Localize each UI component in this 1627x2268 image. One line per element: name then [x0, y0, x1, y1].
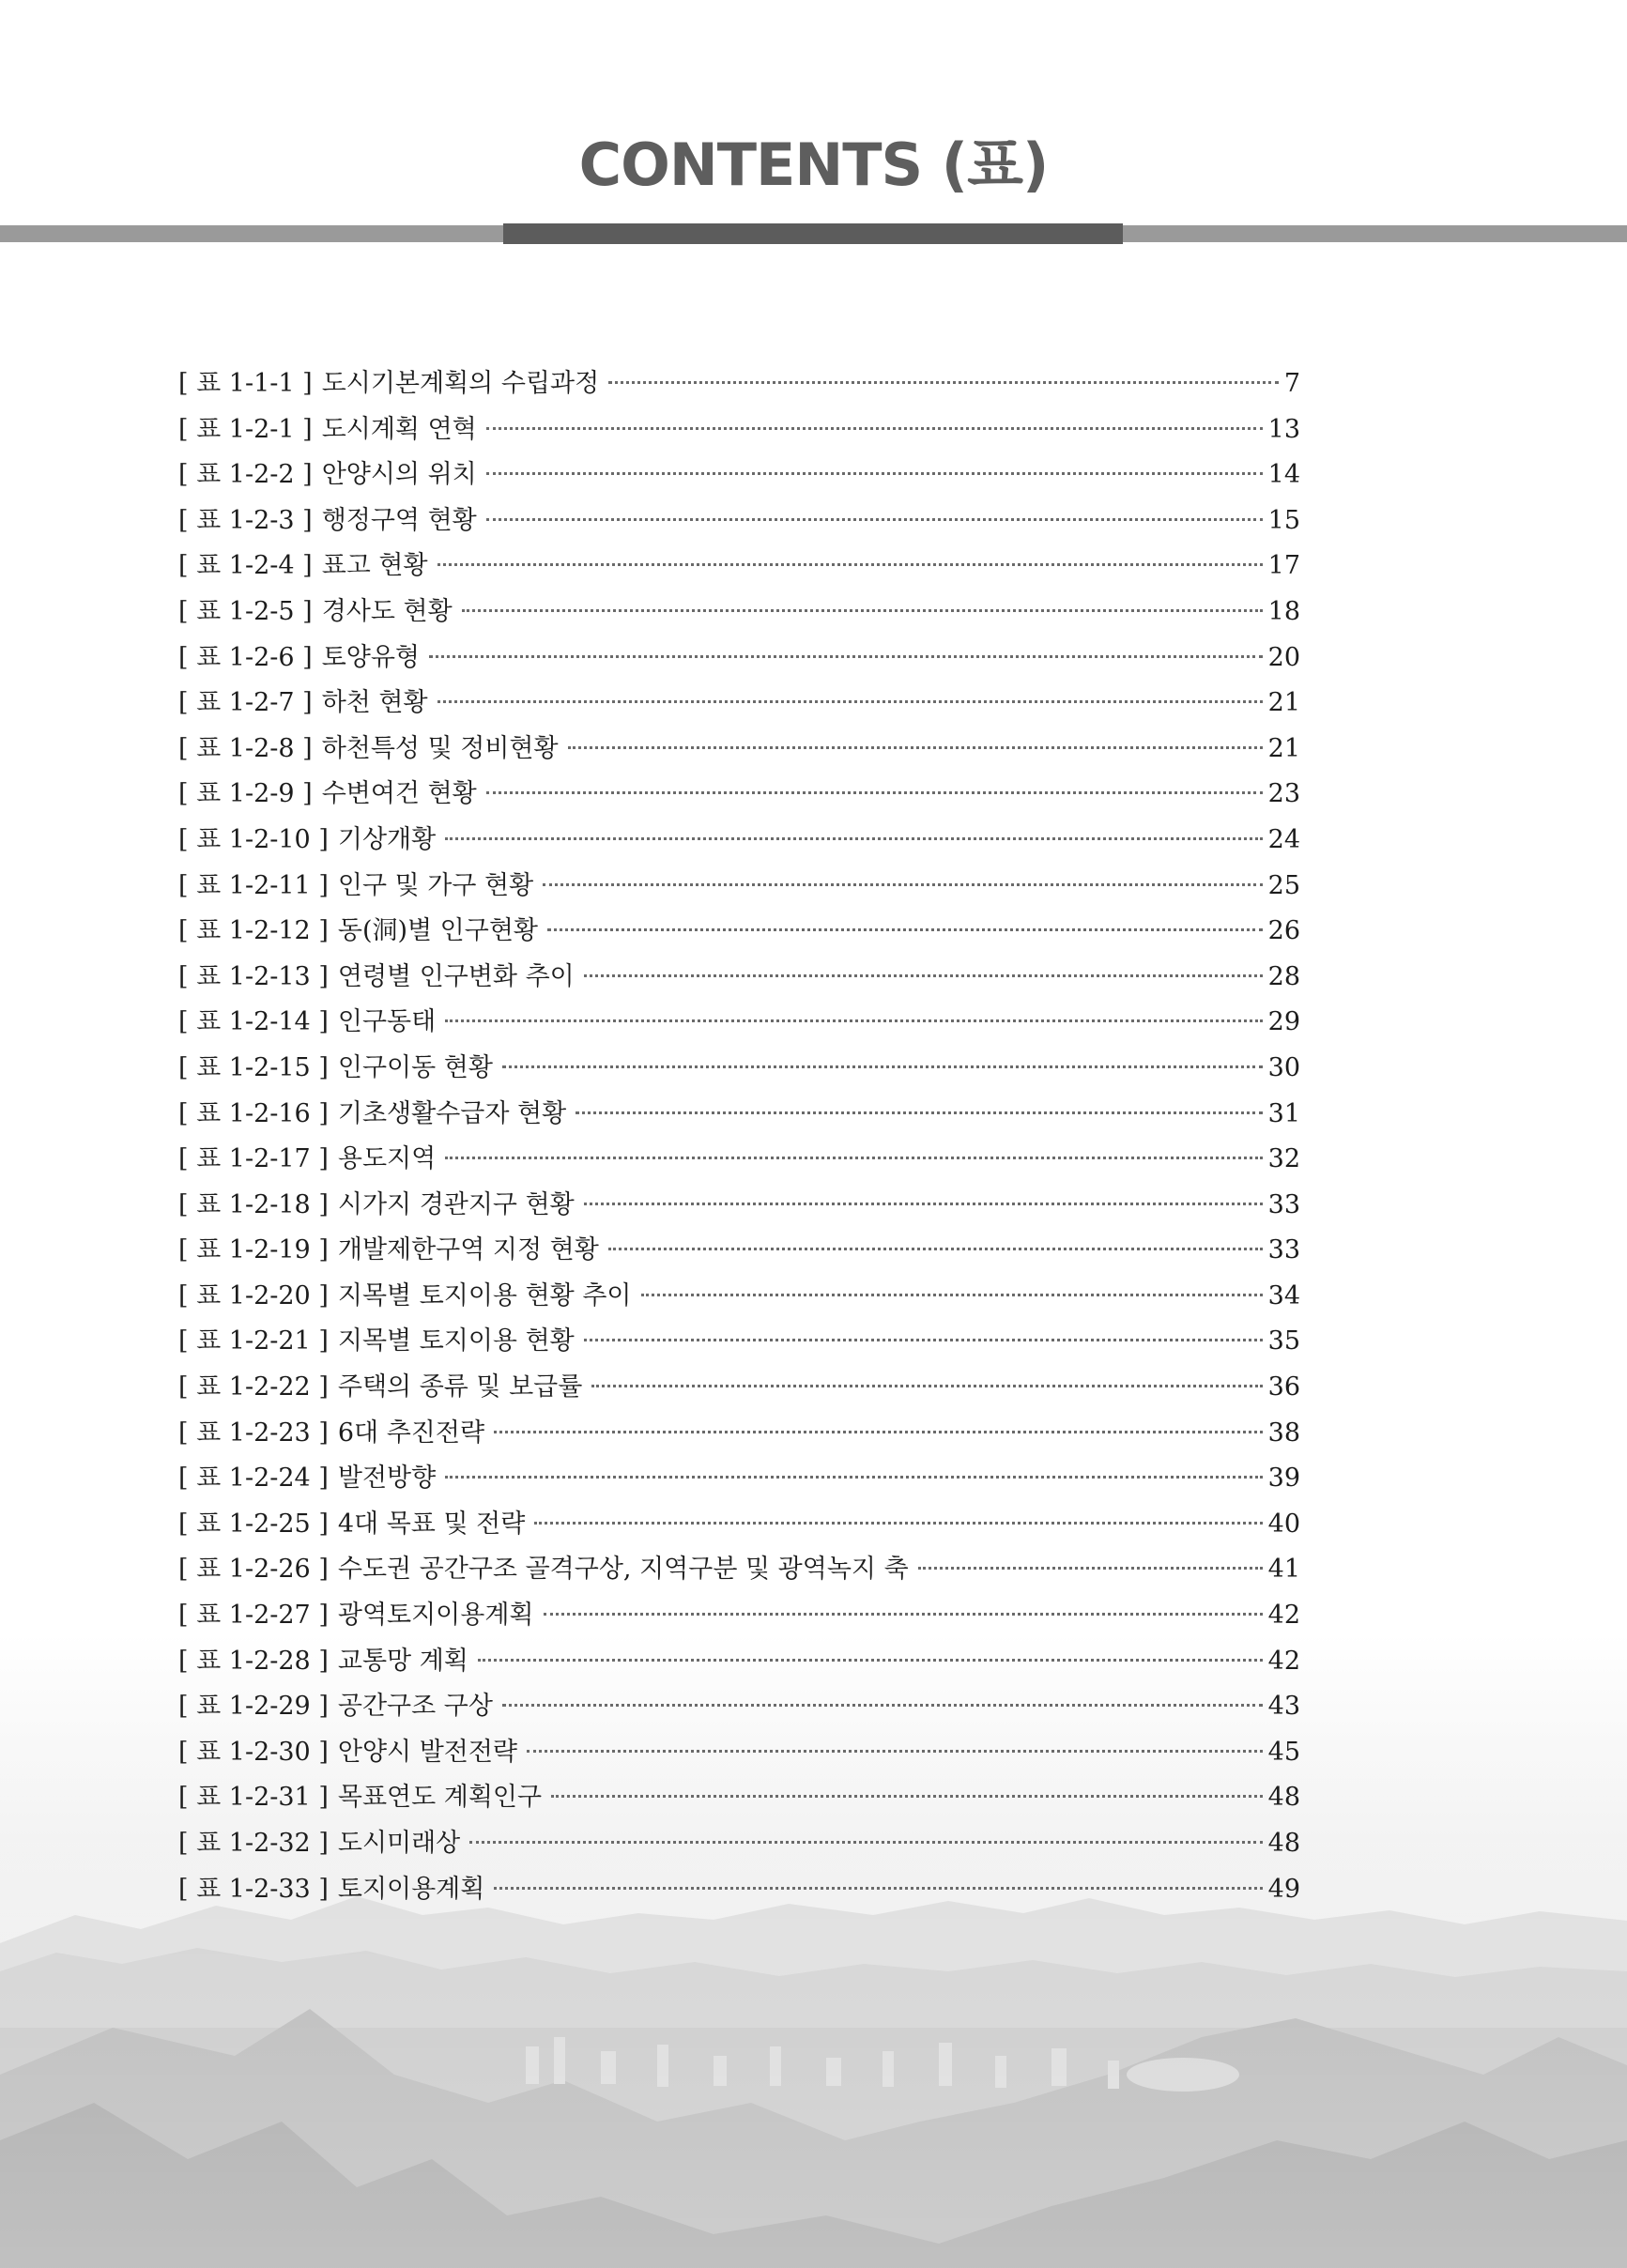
toc-entry-page: 14: [1267, 460, 1300, 490]
toc-entry[interactable]: [178, 1092, 1300, 1138]
dot-leader: [445, 1019, 1262, 1022]
toc-entry[interactable]: [178, 1319, 1300, 1365]
dot-leader: [544, 1613, 1263, 1616]
toc-entry-title: 동(洞)별 인구현황: [337, 916, 539, 946]
toc-entry-label: [ 표 1-2-21 ]: [178, 1326, 329, 1356]
dot-leader: [502, 1704, 1263, 1707]
toc-entry-title: 시가지 경관지구 현황: [337, 1189, 575, 1219]
toc-entry[interactable]: [178, 1137, 1300, 1183]
toc-entry-title: 지목별 토지이용 현황 추이: [337, 1280, 632, 1310]
toc-entry-label: [ 표 1-2-16 ]: [178, 1098, 329, 1128]
dot-leader: [547, 928, 1263, 931]
toc-entry-label: [ 표 1-2-6 ]: [178, 642, 313, 672]
toc-entry[interactable]: [178, 1000, 1300, 1046]
toc-entry-label: [ 표 1-2-20 ]: [178, 1280, 329, 1310]
header-band-dark: [503, 223, 1123, 244]
toc-entry-title: 행정구역 현황: [321, 505, 477, 535]
dot-leader: [918, 1567, 1263, 1570]
toc-entry-page: 49: [1267, 1874, 1300, 1904]
dot-leader: [591, 1385, 1262, 1387]
toc-entry-label: [ 표 1-2-11 ]: [178, 870, 329, 900]
toc-entry-label: [ 표 1-2-32 ]: [178, 1829, 329, 1858]
toc-entry-page: 15: [1267, 505, 1300, 535]
toc-entry-title: 주택의 종류 및 보급률: [337, 1372, 583, 1402]
toc-entry-label: [ 표 1-2-5 ]: [178, 596, 313, 626]
dot-leader: [445, 1157, 1262, 1159]
toc-entry-title: 광역토지이용계획: [337, 1601, 534, 1631]
toc-entry-title: 인구이동 현황: [337, 1052, 493, 1082]
toc-entry[interactable]: [178, 1775, 1300, 1821]
dot-leader: [486, 427, 1263, 430]
dot-leader: [608, 1248, 1263, 1250]
toc-entry[interactable]: [178, 361, 1300, 407]
page-title: CONTENTS (표): [578, 130, 1049, 199]
toc-entry-page: 45: [1267, 1737, 1300, 1767]
toc-entry-title: 기상개황: [337, 824, 437, 854]
dot-leader: [478, 1659, 1263, 1662]
toc-entry-page: 31: [1267, 1098, 1300, 1128]
toc-entry-title: 도시미래상: [337, 1829, 461, 1858]
toc-entry-label: [ 표 1-2-29 ]: [178, 1692, 329, 1722]
toc-entry-page: 29: [1267, 1007, 1300, 1037]
toc-entry[interactable]: [178, 407, 1300, 453]
toc-entry-label: [ 표 1-2-15 ]: [178, 1052, 329, 1082]
toc-entry-title: 안양시의 위치: [321, 460, 477, 490]
toc-entry-page: 34: [1267, 1280, 1300, 1310]
toc-entry-label: [ 표 1-2-19 ]: [178, 1235, 329, 1265]
table-of-contents-list: [178, 361, 1300, 1912]
toc-entry-title: 수변여건 현황: [321, 779, 477, 809]
toc-entry-title: 도시기본계획의 수립과정: [321, 369, 600, 398]
dot-leader: [437, 700, 1263, 703]
toc-entry[interactable]: [178, 1821, 1300, 1867]
toc-entry-title: 기초생활수급자 현황: [337, 1098, 567, 1128]
toc-entry[interactable]: [178, 1867, 1300, 1913]
toc-entry[interactable]: [178, 1183, 1300, 1229]
dot-leader: [608, 381, 1279, 384]
toc-entry-page: 35: [1267, 1326, 1300, 1356]
toc-entry-title: 경사도 현황: [321, 596, 453, 626]
toc-entry-label: [ 표 1-2-9 ]: [178, 779, 313, 809]
toc-entry-label: [ 표 1-2-3 ]: [178, 505, 313, 535]
dot-leader: [494, 1431, 1263, 1433]
toc-entry[interactable]: [178, 909, 1300, 955]
dot-leader: [445, 1476, 1262, 1479]
toc-entry[interactable]: [178, 590, 1300, 636]
toc-entry-label: [ 표 1-2-18 ]: [178, 1189, 329, 1219]
dot-leader: [534, 1522, 1262, 1525]
toc-entry-title: 토지이용계획: [337, 1874, 485, 1904]
toc-entry-label: [ 표 1-1-1 ]: [178, 369, 313, 398]
toc-entry-label: [ 표 1-2-33 ]: [178, 1874, 329, 1904]
toc-entry[interactable]: [178, 1502, 1300, 1548]
toc-entry-page: 33: [1267, 1235, 1300, 1265]
toc-entry-title: 표고 현황: [321, 551, 428, 581]
toc-entry-label: [ 표 1-2-24 ]: [178, 1463, 329, 1494]
toc-entry-page: 13: [1267, 414, 1300, 444]
dot-leader: [469, 1841, 1262, 1844]
toc-entry-page: 28: [1267, 961, 1300, 991]
toc-entry-title: 공간구조 구상: [337, 1692, 493, 1722]
toc-entry-label: [ 표 1-2-4 ]: [178, 551, 313, 581]
toc-entry[interactable]: [178, 727, 1300, 773]
toc-entry-page: 38: [1267, 1418, 1300, 1448]
toc-entry[interactable]: [178, 498, 1300, 544]
dot-leader: [527, 1750, 1263, 1753]
toc-entry-page: 24: [1267, 824, 1300, 854]
toc-entry-title: 인구 및 가구 현황: [337, 870, 534, 900]
toc-entry-page: 21: [1267, 733, 1300, 763]
toc-entry-label: [ 표 1-2-31 ]: [178, 1783, 329, 1813]
toc-entry-title: 수도권 공간구조 골격구상, 지역구분 및 광역녹지 축: [337, 1555, 909, 1585]
toc-entry[interactable]: [178, 636, 1300, 682]
toc-entry-title: 토양유형: [321, 642, 421, 672]
toc-entry-title: 교통망 계획: [337, 1646, 468, 1676]
toc-entry-label: [ 표 1-2-1 ]: [178, 414, 313, 444]
dot-leader: [486, 518, 1263, 521]
toc-entry[interactable]: [178, 1411, 1300, 1457]
dot-leader: [568, 746, 1263, 749]
dot-leader: [437, 563, 1263, 566]
toc-entry[interactable]: [178, 1365, 1300, 1411]
toc-entry[interactable]: [178, 1639, 1300, 1685]
toc-entry-page: 7: [1283, 369, 1300, 398]
toc-entry-label: [ 표 1-2-26 ]: [178, 1555, 329, 1585]
dot-leader: [486, 472, 1263, 475]
toc-entry-title: 안양시 발전전략: [337, 1737, 518, 1767]
toc-entry-title: 지목별 토지이용 현황: [337, 1326, 575, 1356]
toc-entry-title: 하천 현황: [321, 688, 428, 718]
toc-entry-title: 목표연도 계획인구: [337, 1783, 543, 1813]
toc-entry-page: 17: [1267, 551, 1300, 581]
toc-entry-page: 43: [1267, 1692, 1300, 1722]
toc-entry-page: 30: [1267, 1052, 1300, 1082]
dot-leader: [641, 1294, 1263, 1296]
toc-entry[interactable]: [178, 681, 1300, 727]
dot-leader: [462, 609, 1263, 612]
toc-entry-label: [ 표 1-2-30 ]: [178, 1737, 329, 1767]
toc-entry-label: [ 표 1-2-25 ]: [178, 1509, 329, 1539]
toc-entry-page: 32: [1267, 1144, 1300, 1174]
dot-leader: [494, 1887, 1262, 1890]
dot-leader: [584, 974, 1263, 977]
toc-entry-title: 용도지역: [337, 1144, 437, 1174]
toc-entry-label: [ 표 1-2-7 ]: [178, 688, 313, 718]
toc-entry-label: [ 표 1-2-8 ]: [178, 733, 313, 763]
toc-entry-title: 발전방향: [337, 1463, 437, 1494]
toc-entry-page: 39: [1267, 1463, 1300, 1494]
toc-entry-title: 연령별 인구변화 추이: [337, 961, 575, 991]
dot-leader: [445, 837, 1262, 840]
dot-leader: [502, 1065, 1263, 1068]
toc-entry-page: 48: [1267, 1829, 1300, 1858]
toc-entry-page: 36: [1267, 1372, 1300, 1402]
toc-entry[interactable]: [178, 864, 1300, 910]
toc-entry-page: 23: [1267, 779, 1300, 809]
toc-entry[interactable]: [178, 1593, 1300, 1639]
dot-leader: [551, 1795, 1263, 1798]
toc-entry-label: [ 표 1-2-13 ]: [178, 961, 329, 991]
toc-entry-label: [ 표 1-2-17 ]: [178, 1144, 329, 1174]
toc-entry[interactable]: [178, 955, 1300, 1001]
toc-entry-label: [ 표 1-2-22 ]: [178, 1372, 329, 1402]
toc-entry[interactable]: [178, 1274, 1300, 1320]
dot-leader: [429, 655, 1263, 658]
toc-entry[interactable]: [178, 452, 1300, 498]
toc-entry-label: [ 표 1-2-27 ]: [178, 1601, 329, 1631]
dot-leader: [584, 1203, 1263, 1205]
toc-entry-page: 20: [1267, 642, 1300, 672]
toc-entry-title: 개발제한구역 지정 현황: [337, 1235, 599, 1265]
toc-entry-title: 인구동태: [337, 1007, 437, 1037]
toc-entry[interactable]: [178, 544, 1300, 590]
dot-leader: [584, 1339, 1263, 1341]
toc-entry[interactable]: [178, 1684, 1300, 1730]
toc-entry-page: 41: [1267, 1555, 1300, 1585]
toc-entry-page: 18: [1267, 596, 1300, 626]
toc-entry-label: [ 표 1-2-12 ]: [178, 916, 329, 946]
toc-entry-title: 4대 목표 및 전략: [337, 1509, 526, 1539]
toc-entry-page: 48: [1267, 1783, 1300, 1813]
toc-entry[interactable]: [178, 1046, 1300, 1092]
toc-entry-page: 33: [1267, 1189, 1300, 1219]
toc-entry-label: [ 표 1-2-23 ]: [178, 1418, 329, 1448]
dot-leader: [543, 883, 1262, 886]
toc-entry-page: 42: [1267, 1646, 1300, 1676]
toc-entry-label: [ 표 1-2-14 ]: [178, 1007, 329, 1037]
toc-entry-page: 42: [1267, 1601, 1300, 1631]
toc-entry[interactable]: [178, 772, 1300, 818]
toc-entry-page: 26: [1267, 916, 1300, 946]
toc-entry[interactable]: [178, 818, 1300, 864]
toc-entry[interactable]: [178, 1547, 1300, 1593]
toc-entry-label: [ 표 1-2-10 ]: [178, 824, 329, 854]
toc-entry[interactable]: [178, 1456, 1300, 1502]
dot-leader: [576, 1111, 1262, 1114]
toc-entry-page: 25: [1267, 870, 1300, 900]
toc-entry-page: 40: [1267, 1509, 1300, 1539]
toc-entry[interactable]: [178, 1730, 1300, 1776]
toc-entry-title: 도시계획 연혁: [321, 414, 477, 444]
toc-entry-page: 21: [1267, 688, 1300, 718]
toc-entry-label: [ 표 1-2-2 ]: [178, 460, 313, 490]
toc-entry-title: 하천특성 및 정비현황: [321, 733, 559, 763]
toc-entry-label: [ 표 1-2-28 ]: [178, 1646, 329, 1676]
toc-entry-title: 6대 추진전략: [337, 1418, 485, 1448]
dot-leader: [486, 791, 1263, 794]
toc-entry[interactable]: [178, 1228, 1300, 1274]
